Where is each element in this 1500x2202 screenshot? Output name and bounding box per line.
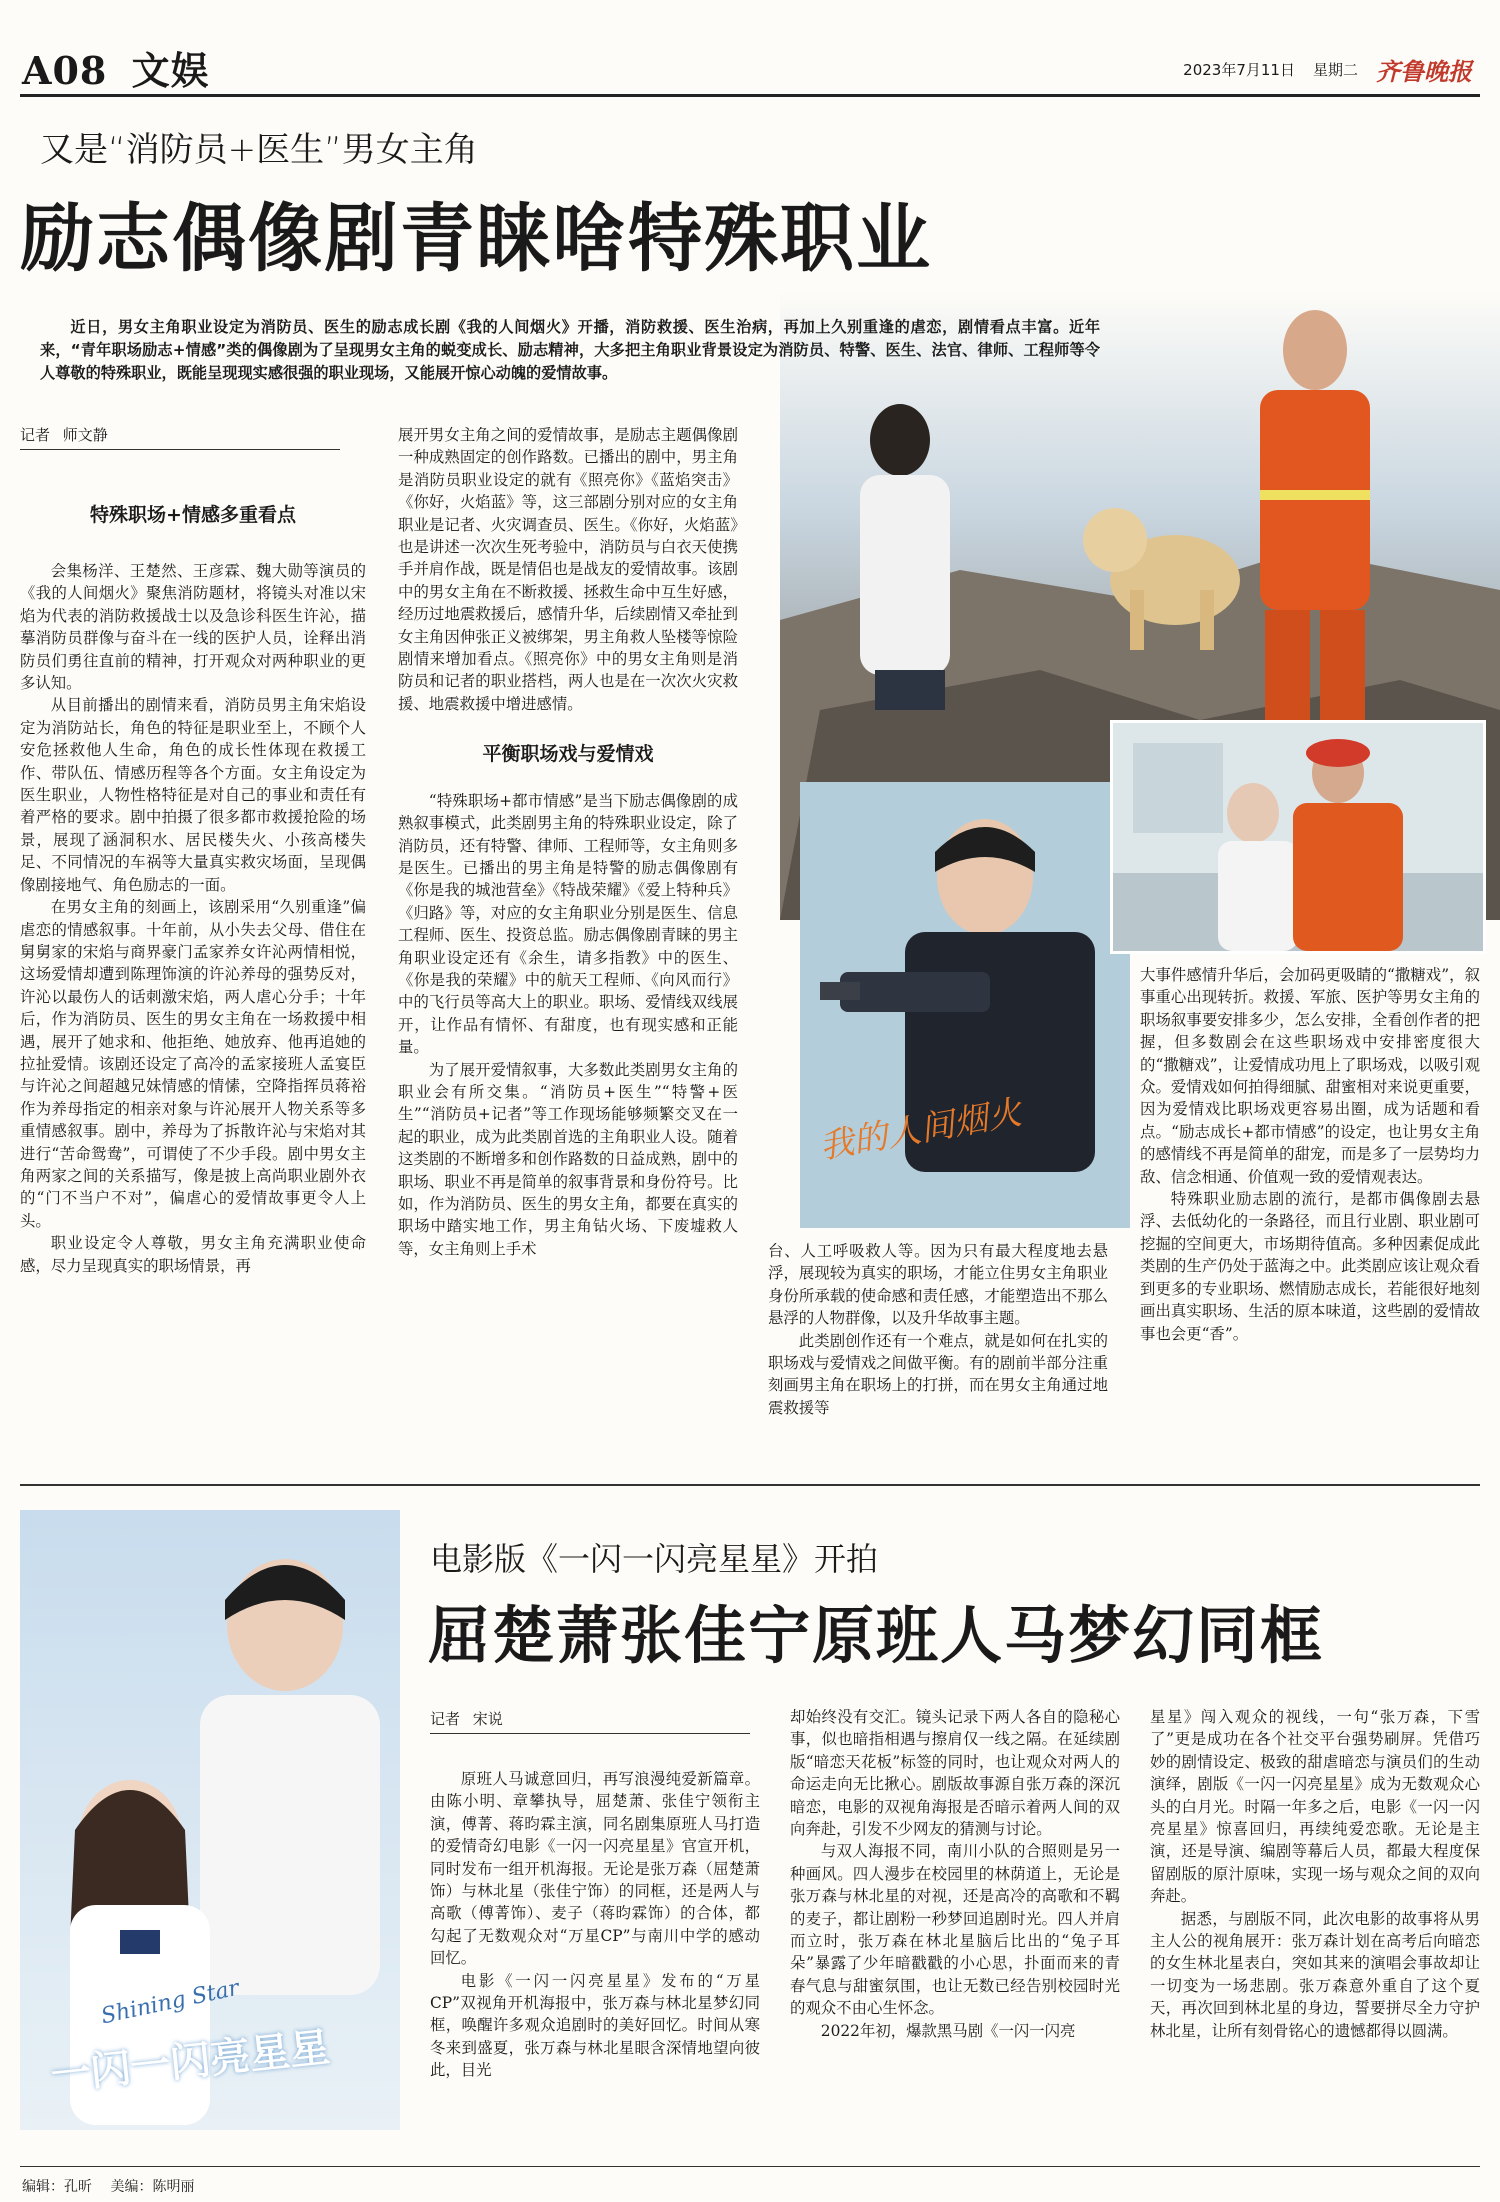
paragraph: 职业设定令人尊敬，男女主角充满职业使命感，尽力呈现真实的职场情景，再: [20, 1234, 366, 1275]
paragraph: 特殊职业励志剧的流行，是都市偶像剧去悬浮、去低幼化的一条路径，而且行业剧、职业剧可挖掘的空间更大，市场期待值高。多种因素促成此类剧的生产仍处于蓝海之中。此类剧应该让观众看到更多的专业职场、燃情励志成长，若能很好地刻画出真实职场、生活的原本味道，这些剧的爱情故事也会更“香”。: [1140, 1190, 1480, 1343]
footer-rule: [20, 2166, 1480, 2167]
article2-column-1: [430, 1768, 760, 2082]
poster-script-text: Shining Star: [98, 1975, 242, 2030]
paragraph: “特殊职场+都市情感”是当下励志偶像剧的成熟叙事模式，此类剧男主角的特殊职业设定，除了消防员，还有特警、律师、工程师等，女主角则多是医生。已播出的男主角是特警的励志偶像剧有《你是我的城池营垒》《特战荣耀》《爱上特种兵》《归路》等，对应的女主角职业分别是医生、信息工程师、医生、投资总监。励志偶像剧青睐的男主角职业设定还有《余生，请多指教》中的医生、《你是我的荣耀》中的航天工程师、《向风而行》中的飞行员等高大上的职业。职场、爱情线双线展开，让作品有情怀、有甜度，也有现实感和正能量。: [398, 791, 738, 1057]
paragraph: 星星》闯入观众的视线，一句“张万森，下雪了”更是成功在各个社交平台强势刷屏。凭借巧妙的剧情设定、极致的甜虐暗恋与演员们的生动演绎，剧版《一闪一闪亮星星》成为无数观众心头的白月光。时隔一年多之后，电影《一闪一闪亮星星》惊喜回归，再续纯爱恋歌。无论是主演，还是导演、编剧等幕后人员，都最大程度保留剧版的原汁原味，实现一场与观众之间的双向奔赴。: [1150, 1708, 1480, 1906]
page-credits: [22, 2176, 194, 2196]
masthead-info: [1183, 52, 1472, 87]
page-number: A08: [22, 48, 108, 93]
section-name: 文娱: [131, 48, 210, 93]
article2-kicker: 电影版《一闪一闪亮星星》开拍: [430, 1540, 879, 1578]
movie-poster-shining-star: [20, 1510, 400, 2130]
article1-subhead-1: 特殊职场+情感多重看点: [90, 504, 296, 526]
article1-headline: 励志偶像剧青睐啥特殊职业: [20, 196, 932, 282]
paragraph: 从目前播出的剧情来看，消防员男主角宋焰设定为消防站长，角色的特征是职业至上，不顾个人安危拯救他人生命，角色的成长性体现在救援工作、带队伍、情感历程等各个方面。女主角设定为医生职业，人物性格特征是对自己的事业和责任有着严格的要求。剧中拍摄了很多都市救援抢险的场景，展现了涵洞积水、居民楼失火、小孩高楼失足、不同情况的车祸等大量真实救灾场面，呈现偶像剧接地气、角色励志的一面。: [20, 696, 366, 894]
article1-column-3: [768, 1240, 1108, 1419]
paragraph: 在男女主角的刻画上，该剧采用“久别重逢”偏虐恋的情感叙事。十年前，从小失去父母、借住在舅舅家的宋焰与商界豪门孟家养女许沁两情相悦，这场爱情却遭到陈理饰演的许沁养母的强势反对，许沁以最伤人的话刺激宋焰，两人虐心分手；十年后，作为消防员、医生的男女主角在一场救援中相遇，展开了她求和、他拒绝、她放弃、他再追她的拉扯爱情。该剧还设定了高冷的孟家接班人孟宴臣与许沁之间超越兄妹情感的情愫，空降指挥员蒋裕作为养母指定的相亲对象与许沁展开人物关系等多重情感叙事。剧中，养母为了拆散许沁与宋焰对其进行“苦命鸳鸯”，可谓使了不少手段。剧中男女主角两家之间的关系描写，像是披上高尚职业剧外衣的“门不当户不对”，偏虐心的爱情故事更令人上头。: [20, 898, 366, 1230]
page-section-header: [22, 40, 210, 95]
article1-column-1: [20, 560, 366, 1277]
article2-byline: [430, 1708, 750, 1734]
article1-subhead-2: 平衡职场戏与爱情戏: [482, 743, 654, 766]
drama-still-hospital-photo: [1110, 720, 1486, 954]
paragraph: 电影《一闪一闪亮星星》发布的“万星CP”双视角开机海报中，张万森与林北星梦幻同框，唤醒许多观众追剧时的美好回忆。时间从寒冬来到盛夏，张万森与林北星眼含深情地望向彼此，目光: [430, 1971, 760, 2080]
editor-label: 编辑：: [22, 2179, 64, 2195]
newspaper-logo: 齐鲁晚报: [1376, 57, 1472, 86]
article2-column-3: [1150, 1706, 1480, 2042]
poster-movie-title: 一闪一闪亮星星: [48, 2024, 333, 2100]
byline-author: 宋说: [472, 1710, 503, 1728]
article1-column-4: [1140, 964, 1480, 1345]
article1-byline: [20, 424, 340, 450]
designer-name: 陈明丽: [152, 2179, 195, 2195]
article2-column-2: [790, 1706, 1120, 2042]
designer-label: 美编：: [110, 2179, 153, 2195]
header-rule: [20, 94, 1480, 97]
byline-label: 记者: [430, 1710, 461, 1728]
paragraph: 据悉，与剧版不同，此次电影的故事将从男主人公的视角展开：张万森计划在高考后向暗恋的女生林北星表白，突如其来的演唱会事故却让一切变为一场悲剧。张万森意外重自了这个夏天，再次回到林北星的身边，誓要拼尽全力守护林北星，让所有刻骨铭心的遗憾都得以圆满。: [1150, 1909, 1480, 2040]
paragraph: 原班人马诚意回归，再写浪漫纯爱新篇章。由陈小明、章攀执导，屈楚萧、张佳宁领衔主演，傅菁、蒋昀霖主演，同名剧集原班人马打造的爱情奇幻电影《一闪一闪亮星星》官宣开机，同时发布一组开机海报。无论是张万森（屈楚萧饰）与林北星（张佳宁饰）的同框，还是两人与高歌（傅菁饰）、麦子（蒋昀霖饰）的合体，都勾起了无数观众对“万星CP”与南川中学的感动回忆。: [430, 1770, 760, 1968]
article2-headline: 屈楚萧张佳宁原班人马梦幻同框: [428, 1599, 1325, 1672]
article1-kicker: 又是“消防员+医生”男女主角: [40, 130, 478, 170]
paragraph: 台、人工呼吸救人等。因为只有最大程度地去悬浮，展现较为真实的职场，才能立住男女主角职业身份所承载的使命感和责任感，才能塑造出不那么悬浮的人物群像，以及升华故事主题。: [768, 1242, 1108, 1328]
paragraph: 却始终没有交汇。镜头记录下两人各自的隐秘心事，似也暗指相遇与擦肩仅一线之隔。在延续剧版“暗恋天花板”标签的同时，也让观众对两人的命运走向无比揪心。剧版故事源自张万森的深沉暗恋，电影的双视角海报是否暗示着两人间的双向奔赴，引发不少网友的猜测与讨论。: [790, 1708, 1120, 1839]
article1-lead: 近日，男女主角职业设定为消防员、医生的励志成长剧《我的人间烟火》开播，消防救援、医生治病，再加上久别重逢的虐恋，剧情看点丰富。近年来，“青年职场励志+情感”类的偶像剧为了呈现男女主角的蜕变成长、励志精神，大多把主角职业背景设定为消防员、特警、医生、法官、律师、工程师等令人尊敬的特殊职业，既能呈现现实感很强的职业现场，又能展开惊心动魄的爱情故事。: [40, 318, 1100, 382]
paragraph: 此类剧创作还有一个难点，就是如何在扎实的职场戏与爱情戏之间做平衡。有的剧前半部分注重刻画男主角在职场上的打拼，而在男女主角通过地震救援等: [768, 1331, 1108, 1417]
drama-poster-special-police: [800, 782, 1130, 1228]
paragraph: 大事件感情升华后，会加码更吸睛的“撒糖戏”，叙事重心出现转折。救援、军旅、医护等男女主角的职场叙事要安排多少，怎么安排，全看创作者的把握，但多数剧会在这些职场戏中安排密度很大的“撒糖戏”，让爱情成功甩上了职场戏，以吸引观众。爱情戏如何拍得细腻、甜蜜相对来说更重要，因为爱情戏比职场戏更容易出圈，成为话题和看点。“励志成长+都市情感”的设定，也让男女主角的感情线不再是简单的甜宠，而是多了一层势均力敌、信念相通、价值观一致的爱情观表达。: [1140, 966, 1480, 1186]
article1-column-2: [398, 424, 738, 1260]
paragraph: 会集杨洋、王楚然、王彦霖、魏大勋等演员的《我的人间烟火》聚焦消防题材，将镜头对准以宋焰为代表的消防救援战士以及急诊科医生许沁，描摹消防员群像与奋斗在一线的医护人员，诠释出消防员们勇往直前的精神，打开观众对两种职业的更多认知。: [20, 562, 366, 693]
editor-name: 孔昕: [64, 2179, 92, 2195]
article-divider: [20, 1484, 1480, 1486]
issue-date: 2023年7月11日: [1183, 61, 1295, 79]
paragraph: 与双人海报不同，南川小队的合照则是另一种画风。四人漫步在校园里的林荫道上，无论是张万森与林北星的对视，还是高冷的高歌和不羁的麦子，都让剧粉一秒梦回追剧时光。四人并肩而立时，张万森在林北星脑后比出的“兔子耳朵”暴露了少年暗戳戳的小心思，扑面而来的青春气息与甜蜜氛围，也让无数已经告别校园时光的观众不由心生怀念。: [790, 1842, 1120, 2018]
paragraph: 展开男女主角之间的爱情故事，是励志主题偶像剧一种成熟固定的创作路数。已播出的剧中，男主角是消防员职业设定的就有《照亮你》《蓝焰突击》《你好，火焰蓝》等，这三部剧分别对应的女主角职业是记者、火灾调查员、医生。《你好，火焰蓝》也是讲述一次次生死考验中，消防员与白衣天使携手并肩作战，既是情侣也是战友的爱情故事。该剧中的男女主角在不断救援、拯救生命中互生好感，经历过地震救援后，感情升华，后续剧情又牵扯到女主角因伸张正义被绑架，男主角救人坠楼等惊险剧情来增加看点。《照亮你》中的男女主角则是消防员和记者的职业搭档，两人也是在一次次火灾救援、地震救援中增进感情。: [398, 426, 738, 713]
paragraph: 2022年初，爆款黑马剧《一闪一闪亮: [820, 2021, 1076, 2040]
byline-author: 师文静: [62, 426, 108, 444]
byline-label: 记者: [20, 426, 51, 444]
issue-weekday: 星期二: [1312, 61, 1358, 79]
poster-calligraphy-title: 我的人间烟火: [816, 1092, 1025, 1168]
paragraph: 为了展开爱情叙事，大多数此类剧男女主角的职业会有所交集。“消防员+医生”“特警+医生”“消防员+记者”等工作现场能够频繁交叉在一起的职业，成为此类剧首选的主角职业人设。随着这类剧的不断增多和创作路数的日益成熟，剧中的职场、职业不再是简单的叙事背景和身份符号。比如，作为消防员、医生的男女主角，都要在真实的职场中踏实地工作，男主角钻火场、下废墟救人等，女主角则上手术: [398, 1060, 738, 1258]
